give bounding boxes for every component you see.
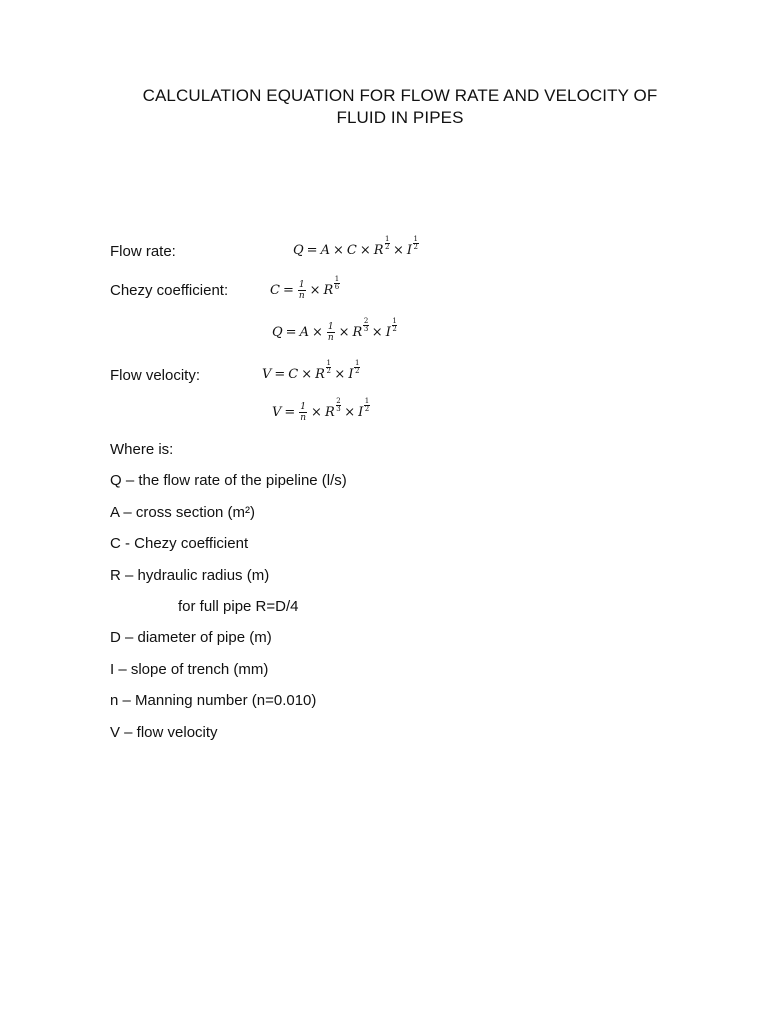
velocity-combined-equation: V = $\frac{1}{n}$ × R $^{\frac{2}{3}}$ × I $^{\frac{1}{2}}$	[272, 397, 370, 423]
definition-i: I – slope of trench (mm)	[110, 661, 269, 678]
flow-rate-label: Flow rate:	[110, 243, 176, 260]
flow-rate-combined-equation: Q = A × $\frac{1}{n}$ × R $^{\frac{2}{3}}$ × I $^{\frac{1}{2}}$	[272, 317, 397, 343]
document-title	[100, 85, 700, 129]
where-is-heading: Where is:	[110, 441, 174, 458]
chezy-label: Chezy coefficient:	[110, 282, 229, 299]
definition-r-note: for full pipe R=D/4	[178, 598, 299, 615]
title-line-2: FLUID IN PIPES	[336, 108, 464, 127]
definition-n: n – Manning number (n=0.010)	[110, 692, 317, 709]
flow-rate-equation: Q = A × C × R $^{\frac{1}{2}}$ × I $^{\frac{1}{2}}$	[293, 235, 419, 258]
title-line-1: CALCULATION EQUATION FOR FLOW RATE AND VELOCITY OF	[142, 86, 658, 105]
velocity-label: Flow velocity:	[110, 367, 201, 384]
definition-q: Q – the flow rate of the pipeline (l/s)	[110, 472, 347, 489]
definition-a: A – cross section (m²)	[110, 504, 256, 521]
velocity-equation: V = C × R $^{\frac{1}{2}}$ × I $^{\frac{1}{2}}$	[262, 359, 360, 382]
definition-v: V – flow velocity	[110, 724, 218, 741]
definition-c: C - Chezy coefficient	[110, 535, 249, 552]
definition-d: D – diameter of pipe (m)	[110, 629, 272, 646]
chezy-equation: C = $\frac{1}{n}$ × R $^{\frac{1}{6}}$	[270, 275, 340, 301]
definition-r: R – hydraulic radius (m)	[110, 567, 270, 584]
